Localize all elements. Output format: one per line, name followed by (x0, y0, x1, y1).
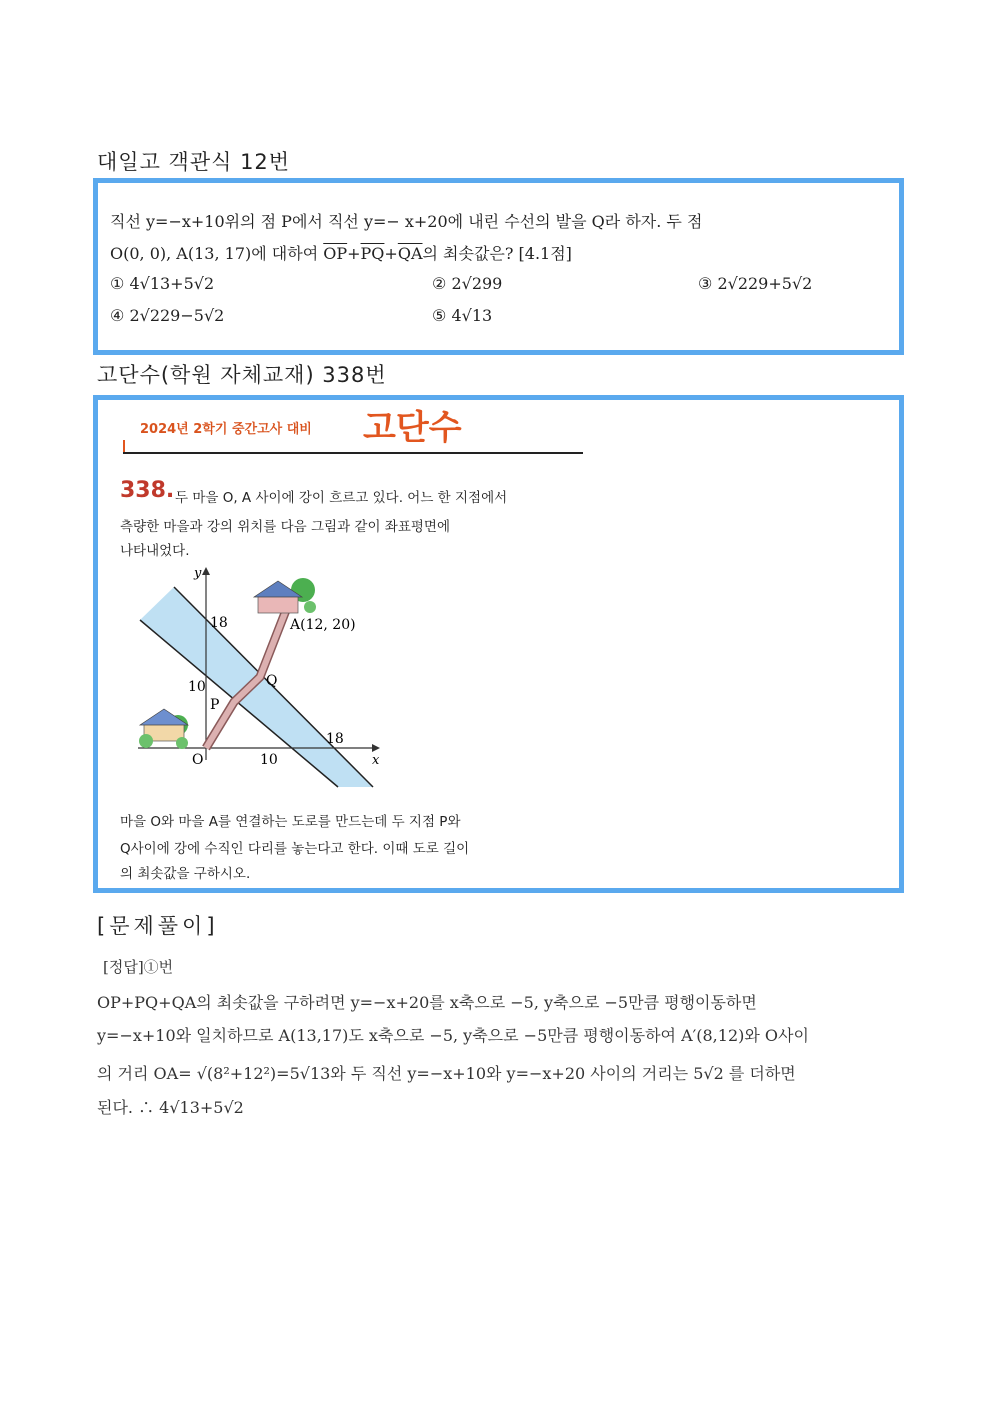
problem-box-2 (93, 395, 904, 893)
y-tick-10: 10 (188, 679, 206, 695)
point-p-label: P (210, 697, 220, 713)
solution-line-4: 된다. ∴ 4√13+5√2 (97, 1098, 244, 1117)
problem2-text-2: 측량한 마을과 강의 위치를 다음 그림과 같이 좌표평면에 (120, 519, 450, 535)
origin-label: O (192, 752, 204, 768)
y-axis-label: y (194, 566, 202, 581)
house-o-icon (139, 709, 188, 749)
coordinate-figure (138, 565, 398, 795)
y-tick-18: 18 (210, 615, 228, 631)
segment-op: $\overline{OP}$ (323, 244, 348, 263)
problem-box-1 (93, 178, 904, 355)
choice-4[interactable] (110, 306, 224, 325)
choice-1-num: ① (110, 274, 125, 293)
problem2-text-5: Q사이에 강에 수직인 다리를 놓는다고 한다. 이때 도로 길이 (120, 841, 470, 857)
banner-subtitle: 2024년 2학기 중간고사 대비 (140, 422, 312, 437)
section-heading-2: 고단수(학원 자체교재) 338번 (97, 363, 387, 387)
segment-qa: $\overline{QA}$ (397, 244, 423, 263)
choice-1-text: 4√13+5√2 (129, 274, 215, 293)
house-a-icon (254, 578, 316, 613)
problem2-text-3: 나타내었다. (120, 543, 190, 559)
problem1-line2-suffix: 의 최솟값은? [4.1점] (422, 244, 572, 263)
choice-3-text: 2√229+5√2 (717, 274, 813, 293)
choice-2-text: 2√299 (451, 274, 503, 293)
problem2-text-1: 두 마을 O, A 사이에 강이 흐르고 있다. 어느 한 지점에서 (175, 490, 508, 506)
point-q-label: Q (266, 673, 278, 689)
section-heading-1: 대일고 객관식 12번 (97, 150, 291, 174)
choice-3[interactable] (698, 274, 812, 293)
choice-2[interactable] (432, 274, 502, 293)
x-axis-label: x (372, 753, 380, 768)
choice-1[interactable] (110, 274, 214, 293)
x-axis-arrow (372, 744, 380, 752)
choice-4-num: ④ (110, 306, 125, 325)
problem1-line2 (110, 241, 572, 264)
choice-5-num: ⑤ (432, 306, 447, 325)
choice-5-text: 4√13 (451, 306, 493, 325)
problem1-line1: 직선 y=−x+10위의 점 P에서 직선 y=− x+20에 내린 수선의 발을 Q라 하자. 두 점 (110, 212, 703, 231)
plus-sign: + (347, 244, 361, 263)
problem2-text-4: 마을 O와 마을 A를 연결하는 도로를 만드는데 두 지점 P와 (120, 814, 461, 830)
line-y-neg-x-plus-10 (140, 620, 338, 787)
y-axis-arrow (202, 567, 210, 575)
problem1-line2-prefix: O(0, 0), A(13, 17)에 대하여 (110, 244, 324, 263)
choice-2-num: ② (432, 274, 447, 293)
point-a-label: A(12, 20) (290, 617, 356, 633)
solution-answer: [정답]①번 (103, 958, 174, 976)
segment-pq: $\overline{PQ}$ (360, 244, 385, 263)
x-tick-18: 18 (326, 731, 344, 747)
x-tick-10: 10 (260, 752, 278, 768)
solution-line-2: y=−x+10와 일치하므로 A(13,17)도 x축으로 −5, y축으로 −5만큼 평행이동하여 A′(8,12)와 O사이 (97, 1026, 809, 1045)
banner-title: 고단수 (363, 408, 462, 448)
solution-line-1: OP+PQ+QA의 최솟값을 구하려면 y=−x+20를 x축으로 −5, y축으로 −5만큼 평행이동하면 (97, 993, 757, 1012)
choice-3-num: ③ (698, 274, 713, 293)
problem-number: 338. (120, 478, 175, 503)
plus-sign: + (384, 244, 398, 263)
solution-line-3: 의 거리 OA= √(8²+12²)=5√13와 두 직선 y=−x+10와 y=−x+20 사이의 거리는 5√2 를 더하면 (97, 1064, 796, 1083)
problem2-text-6: 의 최솟값을 구하시오. (120, 866, 251, 882)
choice-4-text: 2√229−5√2 (129, 306, 225, 325)
choice-5[interactable] (432, 306, 492, 325)
section-heading-3: [문제풀이] (97, 914, 219, 938)
banner-divider (123, 452, 583, 454)
